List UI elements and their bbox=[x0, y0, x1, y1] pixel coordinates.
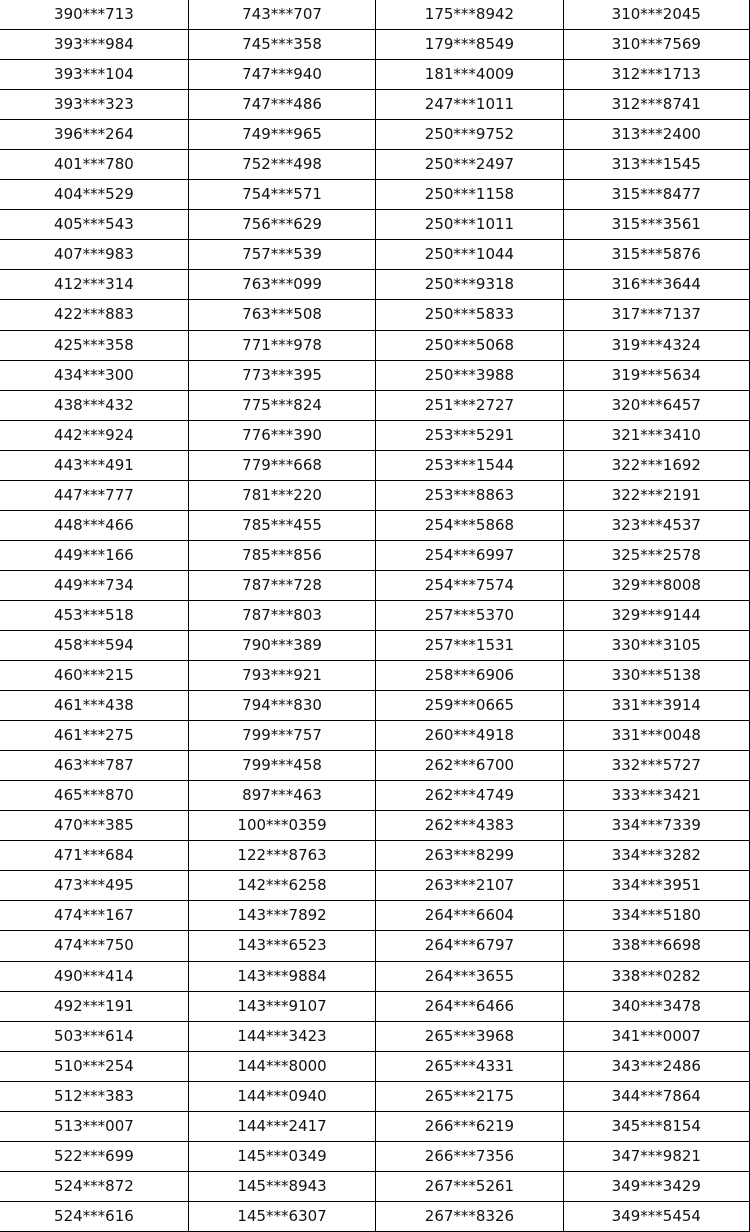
table-cell: 338***6698 bbox=[563, 931, 749, 961]
table-cell: 787***728 bbox=[188, 570, 375, 600]
table-cell: 144***0940 bbox=[188, 1081, 375, 1111]
table-cell: 513***007 bbox=[0, 1111, 188, 1141]
table-cell: 319***5634 bbox=[563, 360, 749, 390]
table-row bbox=[0, 781, 750, 811]
table-row bbox=[0, 420, 750, 450]
table-cell: 313***1545 bbox=[563, 150, 749, 180]
table-cell: 776***390 bbox=[188, 420, 375, 450]
table-row bbox=[0, 540, 750, 570]
table-row bbox=[0, 450, 750, 480]
table-cell: 267***8326 bbox=[376, 1201, 563, 1231]
table-row bbox=[0, 270, 750, 300]
table-cell: 334***5180 bbox=[563, 901, 749, 931]
table-cell: 785***455 bbox=[188, 510, 375, 540]
table-cell: 422***883 bbox=[0, 300, 188, 330]
table-cell: 341***0007 bbox=[563, 1021, 749, 1051]
table-cell: 503***614 bbox=[0, 1021, 188, 1051]
table-cell: 405***543 bbox=[0, 210, 188, 240]
table-cell: 524***872 bbox=[0, 1171, 188, 1201]
table-cell: 340***3478 bbox=[563, 991, 749, 1021]
table-cell: 317***7137 bbox=[563, 300, 749, 330]
table-cell: 250***2497 bbox=[376, 150, 563, 180]
table-cell: 253***1544 bbox=[376, 450, 563, 480]
table-cell: 257***1531 bbox=[376, 630, 563, 660]
table-cell: 463***787 bbox=[0, 751, 188, 781]
table-cell: 393***984 bbox=[0, 30, 188, 60]
table-cell: 442***924 bbox=[0, 420, 188, 450]
table-row bbox=[0, 901, 750, 931]
table-row bbox=[0, 510, 750, 540]
table-row bbox=[0, 1141, 750, 1171]
table-cell: 449***734 bbox=[0, 570, 188, 600]
table-cell: 396***264 bbox=[0, 120, 188, 150]
table-cell: 250***9752 bbox=[376, 120, 563, 150]
table-cell: 320***6457 bbox=[563, 390, 749, 420]
table-cell: 471***684 bbox=[0, 841, 188, 871]
table-cell: 334***3282 bbox=[563, 841, 749, 871]
table-row bbox=[0, 841, 750, 871]
table-cell: 404***529 bbox=[0, 180, 188, 210]
table-cell: 142***6258 bbox=[188, 871, 375, 901]
table-cell: 771***978 bbox=[188, 330, 375, 360]
table-cell: 473***495 bbox=[0, 871, 188, 901]
table-row bbox=[0, 871, 750, 901]
table-cell: 263***8299 bbox=[376, 841, 563, 871]
table-cell: 145***8943 bbox=[188, 1171, 375, 1201]
table-cell: 262***4749 bbox=[376, 781, 563, 811]
table-cell: 179***8549 bbox=[376, 30, 563, 60]
table-cell: 522***699 bbox=[0, 1141, 188, 1171]
table-cell: 461***438 bbox=[0, 691, 188, 721]
table-cell: 181***4009 bbox=[376, 60, 563, 90]
table-row bbox=[0, 210, 750, 240]
table-cell: 749***965 bbox=[188, 120, 375, 150]
table-cell: 460***215 bbox=[0, 661, 188, 691]
table-row bbox=[0, 1081, 750, 1111]
table-row bbox=[0, 961, 750, 991]
table-cell: 474***750 bbox=[0, 931, 188, 961]
table-cell: 329***9144 bbox=[563, 600, 749, 630]
table-cell: 492***191 bbox=[0, 991, 188, 1021]
table-cell: 754***571 bbox=[188, 180, 375, 210]
table-cell: 266***7356 bbox=[376, 1141, 563, 1171]
table-row bbox=[0, 661, 750, 691]
table-cell: 143***6523 bbox=[188, 931, 375, 961]
table-cell: 343***2486 bbox=[563, 1051, 749, 1081]
table-cell: 763***099 bbox=[188, 270, 375, 300]
table-cell: 247***1011 bbox=[376, 90, 563, 120]
table-cell: 524***616 bbox=[0, 1201, 188, 1231]
table-cell: 773***395 bbox=[188, 360, 375, 390]
table-row bbox=[0, 991, 750, 1021]
table-cell: 407***983 bbox=[0, 240, 188, 270]
table-cell: 260***4918 bbox=[376, 721, 563, 751]
table-cell: 253***8863 bbox=[376, 480, 563, 510]
table-cell: 794***830 bbox=[188, 691, 375, 721]
table-row bbox=[0, 600, 750, 630]
table-cell: 312***1713 bbox=[563, 60, 749, 90]
table-cell: 264***6797 bbox=[376, 931, 563, 961]
table-cell: 334***7339 bbox=[563, 811, 749, 841]
table-cell: 322***1692 bbox=[563, 450, 749, 480]
table-cell: 779***668 bbox=[188, 450, 375, 480]
table-cell: 319***4324 bbox=[563, 330, 749, 360]
table-cell: 312***8741 bbox=[563, 90, 749, 120]
table-cell: 250***3988 bbox=[376, 360, 563, 390]
table-cell: 100***0359 bbox=[188, 811, 375, 841]
table-cell: 799***458 bbox=[188, 751, 375, 781]
table-cell: 799***757 bbox=[188, 721, 375, 751]
table-cell: 310***7569 bbox=[563, 30, 749, 60]
table-row bbox=[0, 300, 750, 330]
table-cell: 330***3105 bbox=[563, 630, 749, 660]
table-cell: 449***166 bbox=[0, 540, 188, 570]
table-cell: 757***539 bbox=[188, 240, 375, 270]
table-cell: 787***803 bbox=[188, 600, 375, 630]
table-cell: 745***358 bbox=[188, 30, 375, 60]
table-row bbox=[0, 240, 750, 270]
table-cell: 453***518 bbox=[0, 600, 188, 630]
table-cell: 254***5868 bbox=[376, 510, 563, 540]
table-cell: 143***7892 bbox=[188, 901, 375, 931]
table-cell: 250***1011 bbox=[376, 210, 563, 240]
table-row bbox=[0, 931, 750, 961]
table-cell: 316***3644 bbox=[563, 270, 749, 300]
table-cell: 315***3561 bbox=[563, 210, 749, 240]
table-cell: 512***383 bbox=[0, 1081, 188, 1111]
table-cell: 263***2107 bbox=[376, 871, 563, 901]
table-cell: 785***856 bbox=[188, 540, 375, 570]
table-cell: 254***6997 bbox=[376, 540, 563, 570]
table-cell: 265***3968 bbox=[376, 1021, 563, 1051]
table-cell: 264***6604 bbox=[376, 901, 563, 931]
table-cell: 747***940 bbox=[188, 60, 375, 90]
table-cell: 781***220 bbox=[188, 480, 375, 510]
table-cell: 347***9821 bbox=[563, 1141, 749, 1171]
table-row bbox=[0, 1201, 750, 1231]
table-cell: 322***2191 bbox=[563, 480, 749, 510]
table-cell: 752***498 bbox=[188, 150, 375, 180]
table-row bbox=[0, 150, 750, 180]
table-cell: 510***254 bbox=[0, 1051, 188, 1081]
table-cell: 122***8763 bbox=[188, 841, 375, 871]
table-cell: 262***6700 bbox=[376, 751, 563, 781]
table-cell: 264***6466 bbox=[376, 991, 563, 1021]
table-row bbox=[0, 570, 750, 600]
table-cell: 310***2045 bbox=[563, 0, 749, 30]
table-cell: 438***432 bbox=[0, 390, 188, 420]
table-row bbox=[0, 630, 750, 660]
table-cell: 323***4537 bbox=[563, 510, 749, 540]
table-cell: 254***7574 bbox=[376, 570, 563, 600]
table-cell: 331***0048 bbox=[563, 721, 749, 751]
table-row bbox=[0, 480, 750, 510]
table-cell: 315***8477 bbox=[563, 180, 749, 210]
table-row bbox=[0, 360, 750, 390]
table-cell: 790***389 bbox=[188, 630, 375, 660]
table-cell: 262***4383 bbox=[376, 811, 563, 841]
table-row bbox=[0, 691, 750, 721]
table-row bbox=[0, 60, 750, 90]
table-cell: 266***6219 bbox=[376, 1111, 563, 1141]
table-cell: 763***508 bbox=[188, 300, 375, 330]
table-cell: 313***2400 bbox=[563, 120, 749, 150]
table-cell: 321***3410 bbox=[563, 420, 749, 450]
table-row bbox=[0, 0, 750, 30]
table-row bbox=[0, 1111, 750, 1141]
table-cell: 434***300 bbox=[0, 360, 188, 390]
table-cell: 349***5454 bbox=[563, 1201, 749, 1231]
table-cell: 490***414 bbox=[0, 961, 188, 991]
table-cell: 349***3429 bbox=[563, 1171, 749, 1201]
table-cell: 145***6307 bbox=[188, 1201, 375, 1231]
table-cell: 333***3421 bbox=[563, 781, 749, 811]
table-cell: 251***2727 bbox=[376, 390, 563, 420]
table-cell: 315***5876 bbox=[563, 240, 749, 270]
table-cell: 330***5138 bbox=[563, 661, 749, 691]
table-row bbox=[0, 330, 750, 360]
table-cell: 250***5833 bbox=[376, 300, 563, 330]
table-row bbox=[0, 1051, 750, 1081]
table-cell: 145***0349 bbox=[188, 1141, 375, 1171]
table-cell: 412***314 bbox=[0, 270, 188, 300]
table-cell: 250***5068 bbox=[376, 330, 563, 360]
table-cell: 401***780 bbox=[0, 150, 188, 180]
table-cell: 250***9318 bbox=[376, 270, 563, 300]
table-row bbox=[0, 180, 750, 210]
table-cell: 458***594 bbox=[0, 630, 188, 660]
table-cell: 756***629 bbox=[188, 210, 375, 240]
table-row bbox=[0, 120, 750, 150]
table-cell: 329***8008 bbox=[563, 570, 749, 600]
table-cell: 897***463 bbox=[188, 781, 375, 811]
table-cell: 144***8000 bbox=[188, 1051, 375, 1081]
table-cell: 264***3655 bbox=[376, 961, 563, 991]
table-cell: 334***3951 bbox=[563, 871, 749, 901]
table-cell: 447***777 bbox=[0, 480, 188, 510]
table-cell: 265***2175 bbox=[376, 1081, 563, 1111]
table-row bbox=[0, 90, 750, 120]
table-cell: 474***167 bbox=[0, 901, 188, 931]
table-row bbox=[0, 1171, 750, 1201]
table-cell: 265***4331 bbox=[376, 1051, 563, 1081]
table-row bbox=[0, 721, 750, 751]
table-cell: 465***870 bbox=[0, 781, 188, 811]
table-cell: 175***8942 bbox=[376, 0, 563, 30]
table-cell: 775***824 bbox=[188, 390, 375, 420]
table-cell: 143***9884 bbox=[188, 961, 375, 991]
table-cell: 393***104 bbox=[0, 60, 188, 90]
table-cell: 793***921 bbox=[188, 661, 375, 691]
table-cell: 250***1044 bbox=[376, 240, 563, 270]
table-cell: 743***707 bbox=[188, 0, 375, 30]
table-cell: 250***1158 bbox=[376, 180, 563, 210]
table-cell: 393***323 bbox=[0, 90, 188, 120]
table-cell: 259***0665 bbox=[376, 691, 563, 721]
table-cell: 390***713 bbox=[0, 0, 188, 30]
table-cell: 443***491 bbox=[0, 450, 188, 480]
table-cell: 258***6906 bbox=[376, 661, 563, 691]
table-cell: 144***3423 bbox=[188, 1021, 375, 1051]
table-row bbox=[0, 30, 750, 60]
table-cell: 143***9107 bbox=[188, 991, 375, 1021]
table-row bbox=[0, 390, 750, 420]
table-row bbox=[0, 751, 750, 781]
table-cell: 332***5727 bbox=[563, 751, 749, 781]
table-cell: 257***5370 bbox=[376, 600, 563, 630]
table-cell: 425***358 bbox=[0, 330, 188, 360]
table-cell: 448***466 bbox=[0, 510, 188, 540]
table-cell: 461***275 bbox=[0, 721, 188, 751]
table-cell: 747***486 bbox=[188, 90, 375, 120]
table-cell: 144***2417 bbox=[188, 1111, 375, 1141]
table-cell: 470***385 bbox=[0, 811, 188, 841]
table-cell: 253***5291 bbox=[376, 420, 563, 450]
table-cell: 267***5261 bbox=[376, 1171, 563, 1201]
table-cell: 345***8154 bbox=[563, 1111, 749, 1141]
table-cell: 344***7864 bbox=[563, 1081, 749, 1111]
table-row bbox=[0, 1021, 750, 1051]
table-cell: 325***2578 bbox=[563, 540, 749, 570]
table-row bbox=[0, 811, 750, 841]
table-cell: 331***3914 bbox=[563, 691, 749, 721]
table-cell: 338***0282 bbox=[563, 961, 749, 991]
